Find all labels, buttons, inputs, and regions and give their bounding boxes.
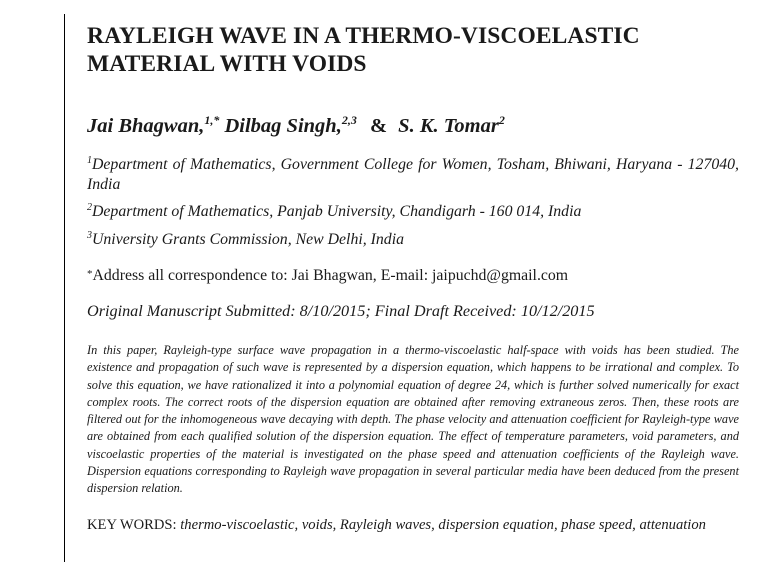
affiliation-item [87,230,739,250]
affiliation-number: 2 [87,202,92,213]
author-name: Jai Bhagwan, [87,115,205,137]
paper-title-line-1: RAYLEIGH WAVE IN A THERMO-VISCOELASTIC [87,23,640,49]
author-affiliation-marker: 2,3 [341,113,357,127]
affiliation-number: 1 [87,155,92,166]
abstract: In this paper, Rayleigh-type surface wave propagation in a thermo-viscoelastic half-space with voids has been studied. The existence and propagation of such wave is represented by a dispersion equation, which happens to be irrational and complex. To solve this equation, we have rationalized it into a polynomial equation of degree 24, which is further solved numerically for exact complex roots. The correct roots of the dispersion equation are obtained after removing extraneous zeros. Then, these roots are filtered out for the inhomogeneous wave decaying with depth. The phase velocity and attenuation coefficient for Rayleigh-type wave are obtained from each qualified solution of the dispersion equation. The effect of temperature parameters, void parameters, and viscoelastic properties of the material is investigated on the phase speed and attenuation coefficients of the Rayleigh wave. Dispersion equations corresponding to Rayleigh wave propagation in several particular media have been deduced from the present dispersion relation. [87,343,739,496]
affiliation-list [87,155,739,249]
author-affiliation-marker: 1,* [204,113,220,127]
affiliation-item [87,155,739,194]
paper-title [87,22,739,78]
left-margin-rule [64,14,65,562]
keywords-list: thermo-viscoelastic, voids, Rayleigh waves, dispersion equation, phase speed, attenuation [180,516,706,533]
keywords-label: KEY WORDS: [87,516,177,533]
correspondence-note [87,265,739,285]
paper-first-page [87,22,739,534]
keywords [87,516,739,534]
affiliation-text: Department of Mathematics, Government College for Women, Tosham, Bhiwani, Haryana - 127040, India [87,156,739,193]
author-affiliation-marker: 2 [498,113,505,127]
manuscript-dates: Original Manuscript Submitted: 8/10/2015; Final Draft Received: 10/12/2015 [87,302,595,320]
author-name: Dilbag Singh, [224,115,342,137]
affiliation-number: 3 [87,229,92,241]
affiliation-item [87,202,739,222]
correspondence-text: Address all correspondence to: Jai Bhagwan, E-mail: jaipuchd@gmail.com [92,267,569,284]
paper-title-line-2: MATERIAL WITH VOIDS [87,51,367,77]
correspondence-star: * [87,268,93,280]
author-list [87,113,739,139]
author-name: S. K. Tomar [398,115,499,137]
affiliation-text: University Grants Commission, New Delhi, India [92,230,404,248]
author-separator: & [369,115,388,137]
affiliation-text: Department of Mathematics, Panjab University, Chandigarh - 160 014, India [92,203,582,220]
